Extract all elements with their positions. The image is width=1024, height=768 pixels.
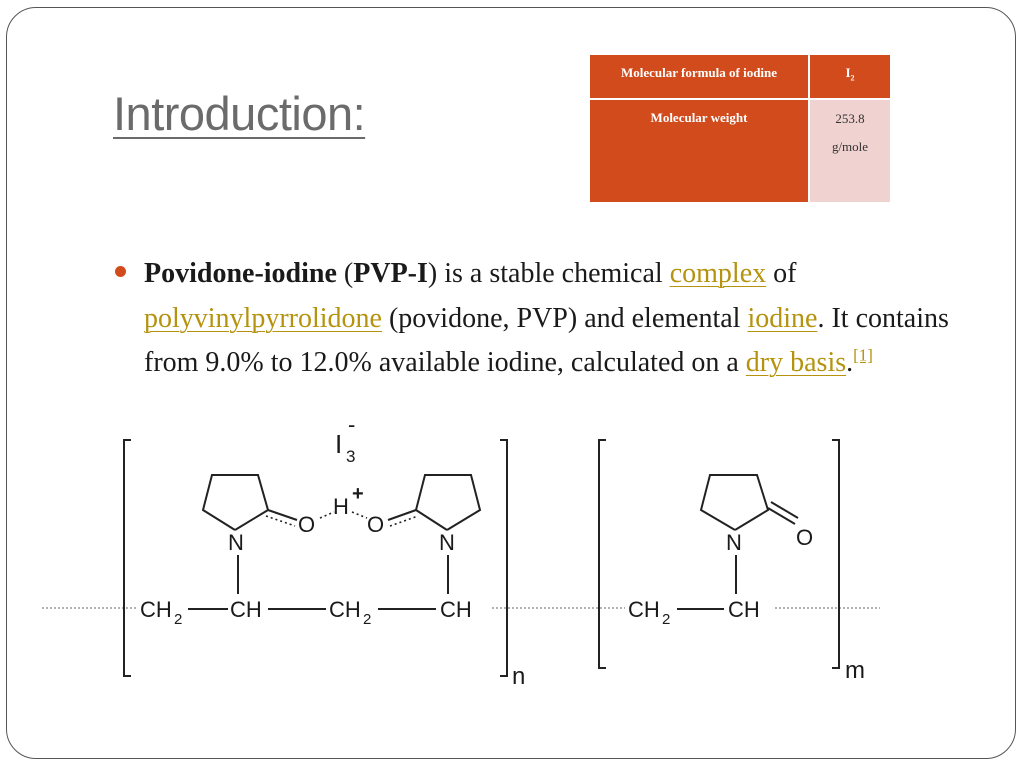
bond-co-right <box>388 510 416 520</box>
link-polyvinylpyrrolidone[interactable]: polyvinylpyrrolidone <box>144 302 382 334</box>
bracket-right-open <box>599 440 606 668</box>
ring-left <box>203 475 268 530</box>
repeat-m-label: m <box>845 657 865 684</box>
hbond-right <box>352 512 367 518</box>
ch2-subscript-monomer: 2 <box>662 611 671 628</box>
bracket-left-close <box>500 440 507 676</box>
text-run: . <box>846 347 854 378</box>
ch2-subscript-2: 2 <box>363 611 372 628</box>
text-run: of <box>766 258 797 289</box>
atom-h: H <box>333 494 349 519</box>
bond-co-monomer-1 <box>768 508 795 524</box>
bond-co-monomer-2 <box>771 502 798 518</box>
backbone-ch2-2: CH <box>329 597 361 622</box>
term-bold: Povidone-iodine <box>144 258 337 289</box>
table-cell-label: Molecular formula of iodine <box>589 54 809 99</box>
link-iodine[interactable]: iodine <box>747 302 818 334</box>
atom-n-monomer: N <box>726 530 742 555</box>
backbone-ch2-1: CH <box>140 597 172 622</box>
link-dry-basis[interactable]: dry basis <box>745 347 847 378</box>
slide-title: Introduction: <box>113 87 366 140</box>
text-run: ( <box>336 258 354 289</box>
backbone-ch-1: CH <box>230 597 262 622</box>
bracket-right-close <box>832 440 839 668</box>
ring-right <box>416 475 480 530</box>
atom-n-left: N <box>228 530 244 555</box>
backbone-ch-2: CH <box>440 597 472 622</box>
anion-subscript: 3 <box>346 447 356 466</box>
proton-charge: + <box>352 483 364 505</box>
text-run: . It contains from 9.0% to 12.0% available iodine, calculated on a <box>144 302 949 378</box>
anion-charge: - <box>348 412 356 437</box>
ch2-subscript-1: 2 <box>174 611 183 628</box>
link-complex[interactable]: complex <box>669 258 767 289</box>
backbone-ch2-monomer: CH <box>628 597 660 622</box>
atom-o-right: O <box>367 512 385 537</box>
abbr-bold: PVP-I <box>353 258 428 289</box>
hbond-left <box>320 512 334 518</box>
atom-n-right: N <box>439 530 455 555</box>
backbone-ch-monomer: CH <box>728 597 760 622</box>
formula-sub: 2 <box>850 73 855 83</box>
text-run: (povidone, PVP) and elemental <box>381 302 748 334</box>
reference-link[interactable]: [1] <box>853 345 873 365</box>
weight-unit: g/mole <box>831 139 869 154</box>
atom-o-left: O <box>298 512 316 537</box>
ring-monomer <box>701 475 768 530</box>
table-cell-label: Molecular weight <box>589 99 809 203</box>
bracket-left-open <box>124 440 131 676</box>
atom-o-monomer: O <box>796 525 814 550</box>
weight-value: 253.8 <box>835 111 865 126</box>
text-run: ) is a stable chemical <box>427 258 670 289</box>
formula-main: I <box>845 65 851 80</box>
anion-label: I <box>335 429 343 459</box>
repeat-n-label: n <box>512 663 526 690</box>
